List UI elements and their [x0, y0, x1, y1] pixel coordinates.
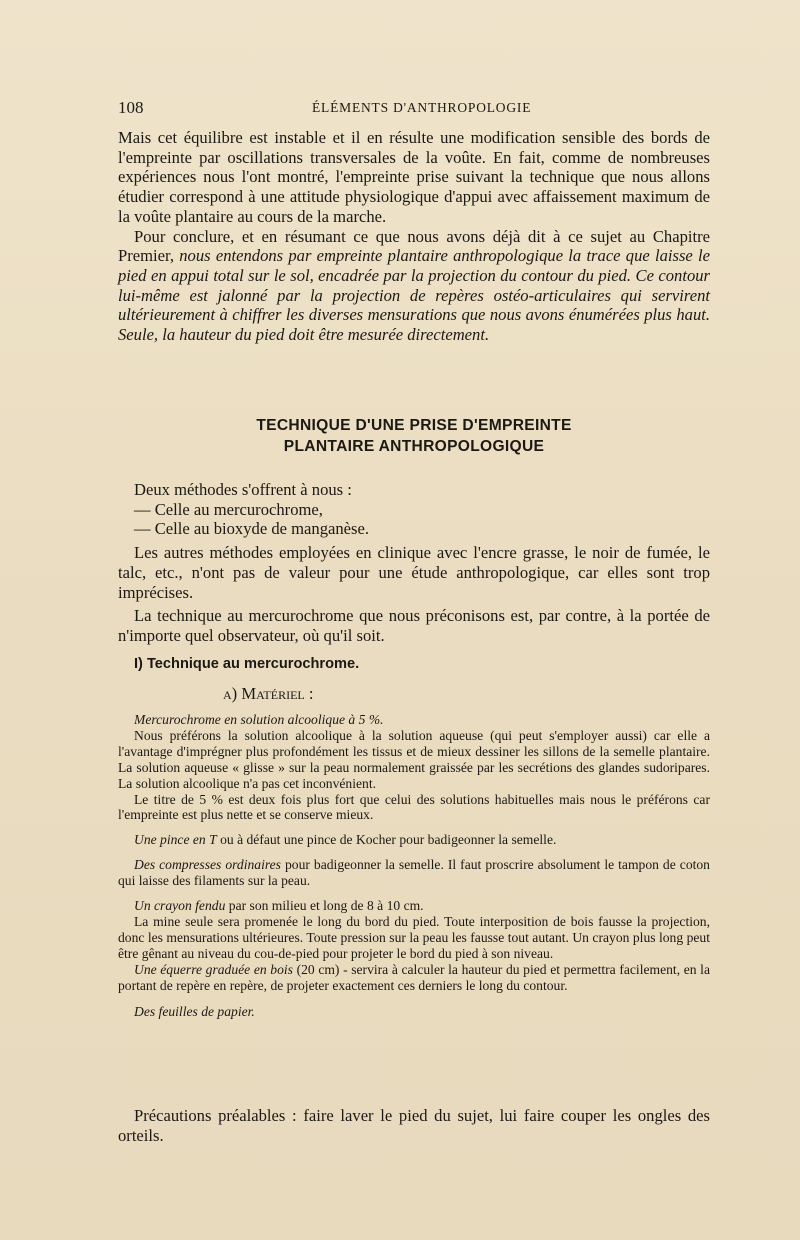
methods-section — [118, 480, 710, 646]
item-equerre — [118, 962, 710, 994]
precautions-block — [118, 1106, 710, 1145]
section-heading — [118, 415, 710, 457]
page-number: 108 — [118, 98, 144, 117]
item-compresses — [118, 857, 710, 889]
page-header — [118, 98, 708, 122]
subsection-title — [118, 655, 710, 673]
intro-paragraph-2 — [118, 227, 710, 345]
intro-paragraph-1: Mais cet équilibre est instable et il en résulte une modification sensible des bords de l'empreinte par oscillations transversales de la voûte. En fait, comme de nombreuses expériences nous l'ont montré, l'empreinte prise suivant la technique que nous allons étudier correspond à une attitude physiologique d'appui avec affaissement maximum de la voûte plantaire au cours de la marche. — [118, 128, 710, 226]
intro-section — [118, 128, 710, 345]
method-item-2: — Celle au bioxyde de manganèse. — [134, 519, 370, 539]
subsection-heading: I) Technique au mercurochrome. — [134, 656, 360, 672]
definition-italic: nous entendons par empreinte plantaire anthropologique la trace que laisse le pied en appui total sur le sol, encadrée par la projection du contour du pied. Ce contour lui-même est jalonné par la projection de repères ostéo-articulaires qui servirent ultérieurement à chiffrer les diverses mensurations que nous avons énumérées plus haut. Seule, la hauteur du pied doit être mesurée directement. — [118, 246, 710, 345]
item-mercurochrome-title: Mercurochrome en solution alcoolique à 5 %. — [134, 712, 384, 727]
item-pince-text: ou à défaut une pince de Kocher pour badigeonner la semelle. — [216, 832, 557, 848]
item-pince — [118, 832, 710, 848]
materiel-label-block — [118, 684, 710, 704]
running-title: ÉLÉMENTS D'ANTHROPOLOGIE — [312, 100, 532, 115]
mercurochrome-paragraph: La technique au mercurochrome que nous préconisons est, par contre, à la portée de n'importe quel observateur, où qu'il soit. — [118, 606, 710, 645]
item-mercurochrome-text-1: Nous préférons la solution alcoolique à la solution aqueuse (qui peut s'employer aussi) car elle a l'avantage d'imprégner plus profondément les tissus et de mieux dessiner les sillons de la semelle plantaire. La solution aqueuse « glisse » sur la peau normalement graissée par les secrétions des glandes sudoripares. La solution alcoolique n'a pas cet inconvénient. — [118, 727, 710, 791]
section-heading-line-2: PLANTAIRE ANTHROPOLOGIQUE — [283, 438, 545, 455]
item-feuilles: Des feuilles de papier. — [134, 1003, 255, 1019]
item-crayon-text-1: par son milieu et long de 8 à 10 cm. — [225, 898, 424, 914]
item-crayon — [118, 898, 710, 914]
item-crayon-text-2: La mine seule sera promenée le long du bord du pied. Toute interposition de bois fausse la projection, donc les mensurations ultérieures. Toute pression sur la peau les fausse tout autant. Un crayon plus long peut être gênant au niveau du cou-de-pied pour projeter le bord du pied à son niveau. — [118, 913, 710, 961]
other-methods-paragraph: Les autres méthodes employées en clinique avec l'encre grasse, le noir de fumée, le talc, etc., n'ont pas de valeur pour une étude anthropologique, car elles sont trop imprécises. — [118, 543, 710, 602]
methods-intro: Deux méthodes s'offrent à nous : — [134, 480, 352, 499]
materiel-label: a) Matériel : — [223, 684, 314, 703]
item-equerre-title: Une équerre graduée en bois — [134, 961, 293, 977]
item-compresses-text: pour badigeonner la semelle. Il faut proscrire absolument le tampon de coton qui laisse des filaments sur la peau. — [118, 857, 710, 889]
method-item-1: — Celle au mercurochrome, — [134, 499, 323, 519]
materiel-list — [118, 712, 710, 1019]
section-heading-line-1: TECHNIQUE D'UNE PRISE D'EMPREINTE — [256, 417, 572, 434]
intro-paragraph-2-lead: Pour conclure, et en résumant ce que nous avons déjà dit à ce sujet au Chapitre Premier, — [118, 226, 710, 266]
item-pince-title: Une pince en T — [134, 832, 217, 848]
item-mercurochrome-text-2: Le titre de 5 % est deux fois plus fort que celui des solutions habituelles mais nous le préférons car l'empreinte est plus nette et se conserve mieux. — [118, 791, 710, 823]
item-crayon-title: Un crayon fendu — [134, 898, 226, 914]
item-equerre-text: (20 cm) - servira à calculer la hauteur du pied et permettra facilement, en la portant de repère en repère, de projeter exactement ces derniers le long du contour. — [118, 961, 710, 993]
item-compresses-title: Des compresses ordinaires — [134, 857, 281, 873]
precautions-paragraph: Précautions préalables : faire laver le pied du sujet, lui faire couper les ongles des orteils. — [118, 1106, 710, 1145]
